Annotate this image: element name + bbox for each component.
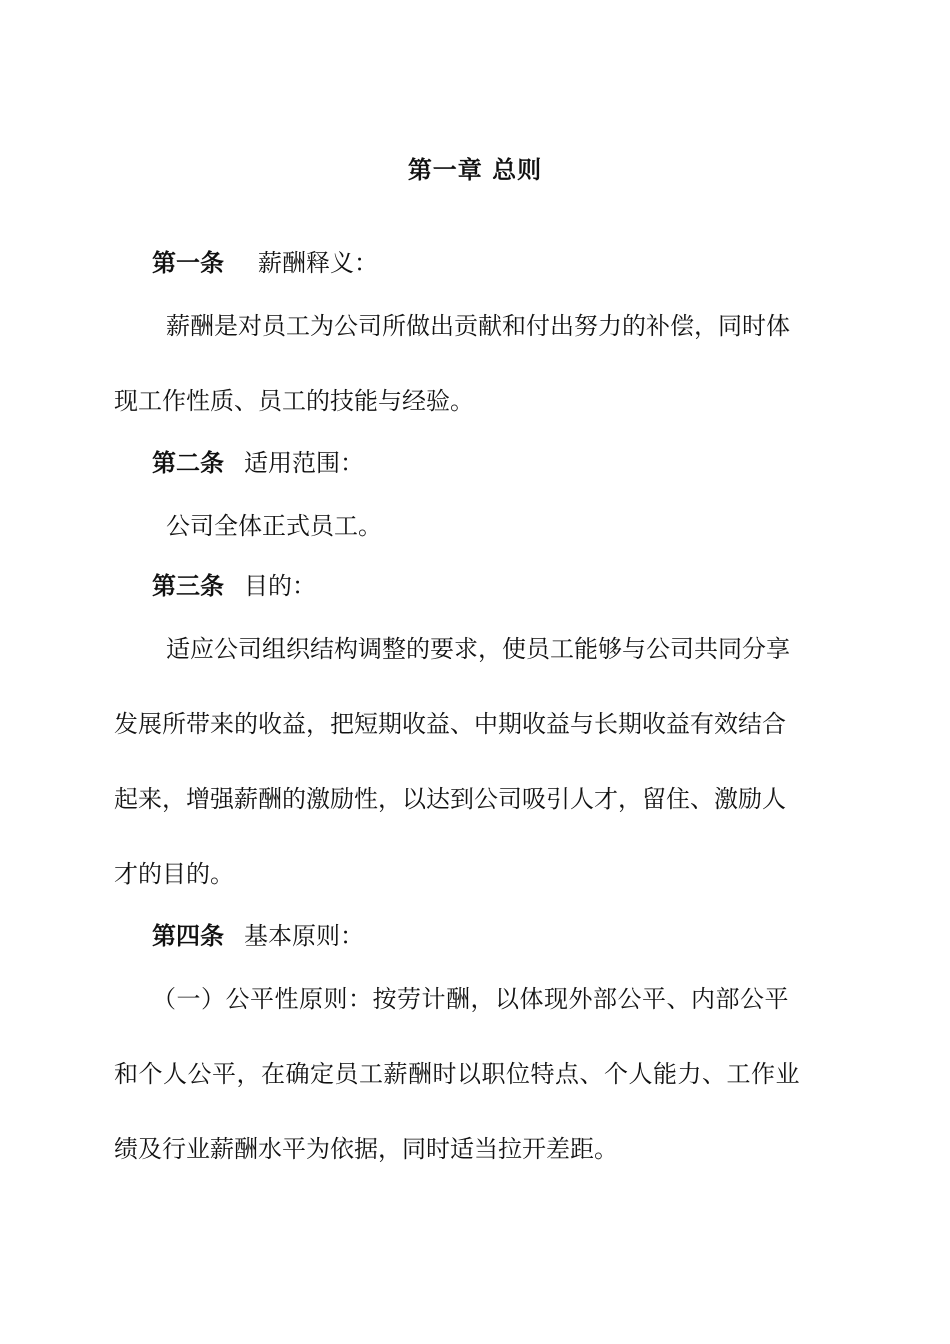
article-2-number: 第二条: [152, 448, 224, 477]
article-3-line-3: 起来，增强薪酬的激励性，以达到公司吸引人才，留住、激励人: [114, 785, 786, 813]
article-1-line-2: 现工作性质、员工的技能与经验。: [114, 387, 474, 415]
article-4-line-2: 和个人公平，在确定员工薪酬时以职位特点、个人能力、工作业: [114, 1060, 800, 1088]
article-4-line-3: 绩及行业薪酬水平为依据，同时适当拉开差距。: [114, 1135, 618, 1163]
article-4-title: 基本原则：: [244, 922, 364, 950]
article-1-line-1: 薪酬是对员工为公司所做出贡献和付出努力的补偿，同时体: [166, 312, 790, 340]
article-2-line-1: 公司全体正式员工。: [166, 512, 382, 540]
article-3-line-4: 才的目的。: [114, 860, 234, 888]
article-4-number: 第四条: [152, 921, 224, 950]
article-2-title: 适用范围：: [244, 449, 364, 477]
article-4-line-1: （一）公平性原则：按劳计酬，以体现外部公平、内部公平: [152, 985, 789, 1013]
article-3-heading: [152, 568, 316, 604]
article-3-line-2: 发展所带来的收益，把短期收益、中期收益与长期收益有效结合: [114, 710, 786, 738]
article-1-heading: [152, 245, 378, 281]
article-2-heading: [152, 445, 364, 481]
chapter-title: 第一章 总则: [407, 155, 543, 184]
article-3-title: 目的：: [244, 572, 316, 600]
article-3-line-1: 适应公司组织结构调整的要求，使员工能够与公司共同分享: [166, 635, 790, 663]
article-1-number: 第一条: [152, 248, 224, 277]
article-4-heading: [152, 918, 364, 954]
article-3-number: 第三条: [152, 571, 224, 600]
article-1-title: 薪酬释义：: [258, 249, 378, 277]
